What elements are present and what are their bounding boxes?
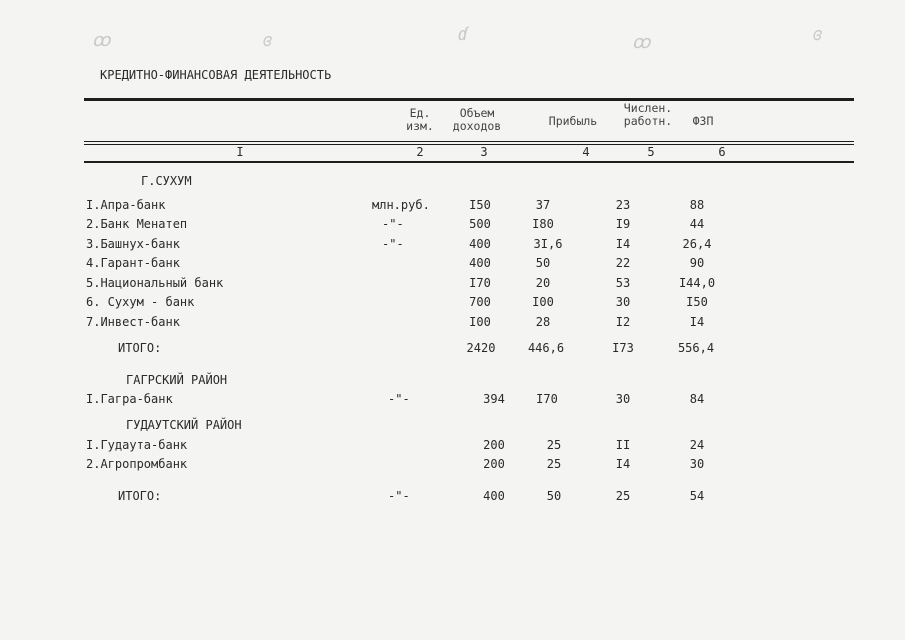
bleed-mark: ɞ xyxy=(812,24,823,45)
table-row-income: I70 xyxy=(469,276,491,290)
table-row-staff: I4 xyxy=(615,237,631,251)
total-staff: I73 xyxy=(612,341,634,355)
table-row-name: 2.Агропромбанк xyxy=(86,457,188,471)
total-income: 2420 xyxy=(466,341,496,355)
table-row-fzp: I4 xyxy=(689,315,705,329)
section-heading-gagra: ГАГРСКИЙ РАЙОН xyxy=(126,373,228,387)
col-unit-line1: Ед. xyxy=(409,106,431,120)
table-row-staff: 53 xyxy=(615,276,631,290)
col-unit-line2: изм. xyxy=(406,119,434,133)
col-number: 5 xyxy=(647,145,655,159)
header-top-rule xyxy=(84,98,854,101)
table-row-fzp: 90 xyxy=(689,256,705,270)
table-row-fzp: 26,4 xyxy=(682,237,712,251)
section-heading-gudauta: ГУДАУТСКИЙ РАЙОН xyxy=(126,418,242,432)
table-row-name: 7.Инвест-банк xyxy=(86,315,180,329)
table-row-unit: -"- xyxy=(382,217,404,231)
total-income: 400 xyxy=(483,489,505,503)
table-row-profit: I00 xyxy=(532,295,554,309)
table-row-name: 3.Башнух-банк xyxy=(86,237,180,251)
section-heading-sukhum: Г.СУХУМ xyxy=(141,174,192,188)
table-row-staff: I4 xyxy=(615,457,631,471)
col-income-line2: доходов xyxy=(452,119,502,133)
col-number: 2 xyxy=(416,145,424,159)
table-row-staff: 23 xyxy=(615,198,631,212)
table-row-fzp: 30 xyxy=(689,457,705,471)
table-row-fzp: 44 xyxy=(689,217,705,231)
col-staff-line2: работн. xyxy=(623,114,673,128)
table-row-income: 394 xyxy=(483,392,505,406)
bleed-mark: ɗ xyxy=(458,24,469,45)
table-row-profit: 3I,6 xyxy=(533,237,563,251)
table-row-profit: 25 xyxy=(546,438,562,452)
table-row-profit: 50 xyxy=(535,256,551,270)
table-row-profit: 25 xyxy=(546,457,562,471)
col-number: 6 xyxy=(718,145,726,159)
total-fzp: 556,4 xyxy=(677,341,715,355)
total-profit: 50 xyxy=(546,489,562,503)
total-staff: 25 xyxy=(615,489,631,503)
total-fzp: 54 xyxy=(689,489,705,503)
total-profit: 446,6 xyxy=(527,341,565,355)
total-label: ИТОГО: xyxy=(118,341,162,355)
table-row-unit: -"- xyxy=(382,237,404,251)
table-row-profit: 20 xyxy=(535,276,551,290)
col-number: 3 xyxy=(480,145,488,159)
table-row-fzp: 24 xyxy=(689,438,705,452)
page-title: КРЕДИТНО-ФИНАНСОВАЯ ДЕЯТЕЛЬНОСТЬ xyxy=(100,68,332,82)
table-row-profit: 37 xyxy=(535,198,551,212)
col-number: I xyxy=(236,145,244,159)
col-profit: Прибыль xyxy=(548,114,598,128)
table-row-name: 5.Национальный банк xyxy=(86,276,224,290)
table-row-profit: I80 xyxy=(532,217,554,231)
table-row-income: 700 xyxy=(469,295,491,309)
table-row-staff: 22 xyxy=(615,256,631,270)
table-row-name: 2.Банк Менатеп xyxy=(86,217,188,231)
table-row-fzp: I44,0 xyxy=(678,276,716,290)
header-bottom-rule xyxy=(84,161,854,163)
col-fzp: ФЗП xyxy=(692,114,714,128)
table-row-fzp: 84 xyxy=(689,392,705,406)
table-row-profit: 28 xyxy=(535,315,551,329)
table-row-income: 500 xyxy=(469,217,491,231)
table-row-income: I50 xyxy=(469,198,491,212)
table-row-unit: млн.руб. xyxy=(372,198,430,212)
table-row-unit: -"- xyxy=(388,392,410,406)
table-row-income: 200 xyxy=(483,438,505,452)
table-row-name: I.Гудаута-банк xyxy=(86,438,188,452)
col-staff-line1: Числен. xyxy=(623,101,673,115)
table-row-income: I00 xyxy=(469,315,491,329)
total-unit: -"- xyxy=(388,489,410,503)
table-row-staff: 30 xyxy=(615,295,631,309)
table-row-name: I.Апра-банк xyxy=(86,198,166,212)
table-row-staff: II xyxy=(615,438,631,452)
table-row-income: 400 xyxy=(469,256,491,270)
table-row-income: 400 xyxy=(469,237,491,251)
table-row-staff: I9 xyxy=(615,217,631,231)
table-row-staff: I2 xyxy=(615,315,631,329)
header-mid-rule xyxy=(84,141,854,142)
table-row-name: I.Гагра-банк xyxy=(86,392,173,406)
table-row-income: 200 xyxy=(483,457,505,471)
table-row-staff: 30 xyxy=(615,392,631,406)
table-row-profit: I70 xyxy=(536,392,558,406)
table-row-name: 6. Сухум - банк xyxy=(86,295,195,309)
total-label: ИТОГО: xyxy=(118,489,162,503)
table-row-fzp: 88 xyxy=(689,198,705,212)
header-mid-rule-2 xyxy=(84,144,854,145)
bleed-mark: ꝏ xyxy=(632,32,651,53)
col-income-line1: Объем xyxy=(459,106,495,120)
table-row-name: 4.Гарант-банк xyxy=(86,256,180,270)
col-number: 4 xyxy=(582,145,590,159)
table-row-fzp: I50 xyxy=(686,295,708,309)
bleed-mark: ɞ xyxy=(262,30,273,51)
bleed-mark: ꝏ xyxy=(92,30,111,51)
